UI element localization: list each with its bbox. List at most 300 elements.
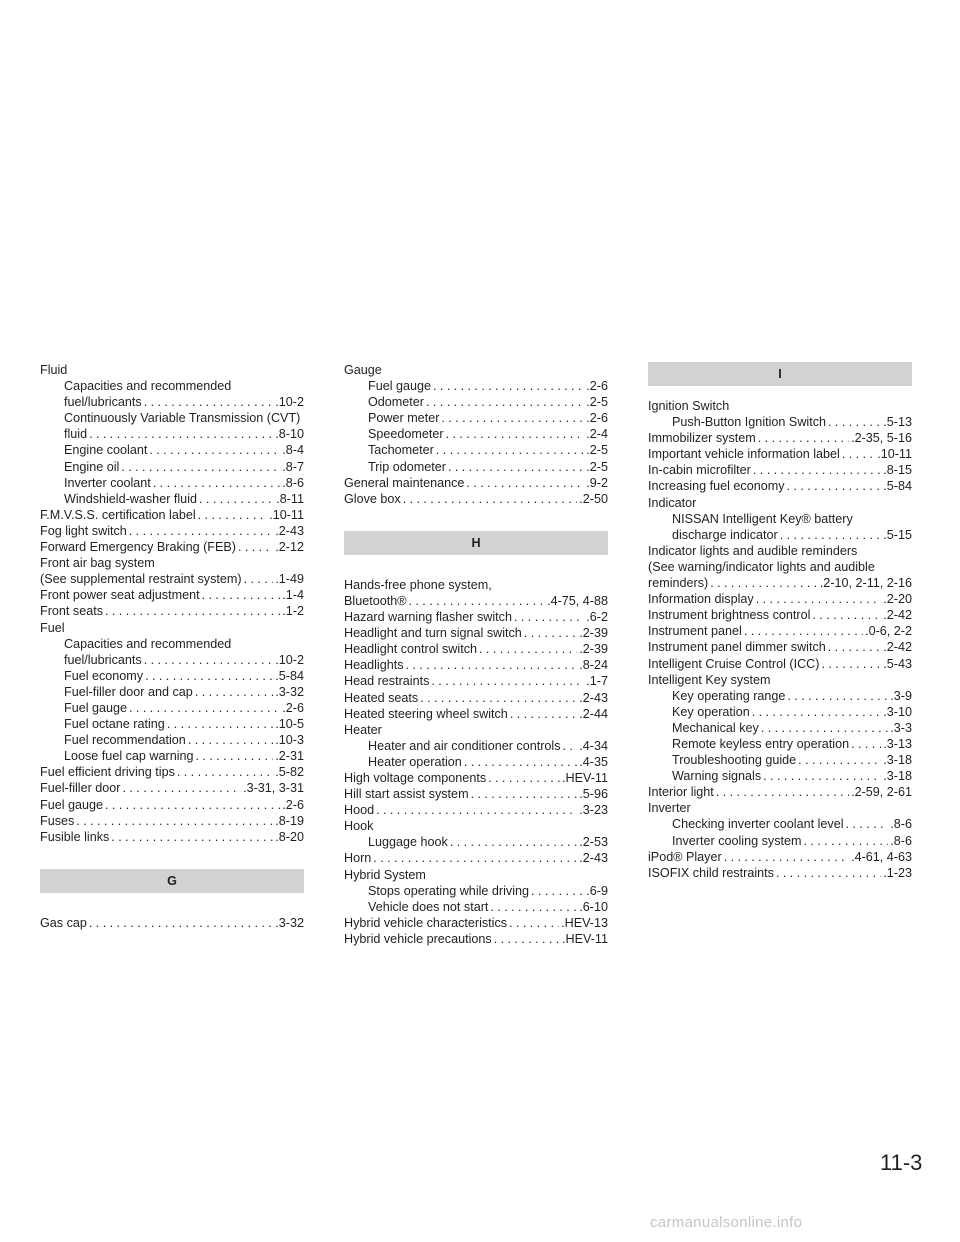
index-entry[interactable]	[40, 700, 304, 716]
index-entry-label: Capacities and recommended	[64, 636, 232, 651]
index-entry-label: Fuel gauge	[40, 797, 104, 812]
index-entry-page-ref[interactable]: .1-4	[282, 588, 304, 603]
index-entry-page-ref[interactable]: .3-32	[275, 684, 304, 699]
leader-dots	[441, 410, 584, 426]
leader-dots	[199, 491, 274, 507]
leader-dots	[409, 593, 546, 609]
index-entry-label: Information display	[648, 592, 754, 607]
index-entry[interactable]	[40, 813, 304, 829]
leader-dots	[111, 829, 273, 845]
index-entry-page-ref[interactable]: .3-31, 3-31	[243, 781, 304, 796]
index-entry-page-ref[interactable]: .5-13	[883, 415, 912, 430]
index-entry[interactable]	[648, 591, 912, 607]
leader-dots	[376, 802, 577, 818]
index-entry[interactable]	[648, 623, 912, 639]
leader-dots	[804, 833, 889, 849]
leader-dots	[466, 475, 584, 491]
leader-dots	[145, 668, 273, 684]
index-entry[interactable]	[40, 587, 304, 603]
index-entry-label: iPod® Player	[648, 849, 722, 864]
index-entry-page-ref[interactable]: .6-2	[586, 610, 608, 625]
index-entry-label: Power meter	[368, 411, 440, 426]
index-entry[interactable]	[344, 770, 608, 786]
index-entry[interactable]	[40, 571, 304, 587]
index-entry[interactable]	[648, 414, 912, 430]
index-entry-page-ref[interactable]: .3-18	[883, 769, 912, 784]
index-entry-page-ref[interactable]: .10-5	[275, 717, 304, 732]
index-entry-label: Stops operating while driving	[368, 883, 530, 898]
index-entry-label: Instrument brightness control	[648, 608, 811, 623]
leader-dots	[776, 865, 881, 881]
index-entry[interactable]	[344, 883, 608, 899]
index-entry-label: Ignition Switch	[648, 399, 730, 413]
index-entry[interactable]	[40, 442, 304, 458]
index-entry-label: F.M.V.S.S. certification label	[40, 507, 196, 522]
index-entry[interactable]	[40, 829, 304, 845]
index-entry-page-ref[interactable]: .8-15	[883, 463, 912, 478]
index-entry-page-ref[interactable]: .6-9	[586, 883, 608, 898]
index-entry[interactable]	[648, 833, 912, 849]
index-entry-label: Heater operation	[368, 754, 462, 769]
index-entry-page-ref[interactable]: .2-53	[579, 835, 608, 850]
index-entry-page-ref[interactable]: .4-35	[579, 754, 608, 769]
index-entry-page-ref[interactable]: .3-32	[275, 915, 304, 930]
leader-dots	[563, 738, 578, 754]
index-entry-label: Hybrid vehicle precautions	[344, 931, 492, 946]
index-entry-label: Heater and air conditioner controls	[368, 738, 561, 753]
index-entry[interactable]	[648, 720, 912, 736]
index-entry-label: fuel/lubricants	[64, 395, 142, 410]
index-entry-label: Fuel efficient driving tips	[40, 765, 175, 780]
index-entry[interactable]	[648, 511, 912, 527]
index-entry-page-ref[interactable]: .2-20	[883, 592, 912, 607]
leader-dots	[780, 527, 882, 543]
leader-dots	[514, 609, 584, 625]
leader-dots	[787, 478, 882, 494]
index-entry[interactable]	[648, 559, 912, 575]
leader-dots	[710, 575, 818, 591]
index-entry-label: Intelligent Cruise Control (ICC)	[648, 656, 820, 671]
index-entry-page-ref[interactable]: .2-43	[275, 523, 304, 538]
index-entry-label: (See supplemental restraint system)	[40, 572, 242, 587]
index-entry[interactable]	[648, 849, 912, 865]
index-entry[interactable]	[344, 722, 608, 738]
leader-dots	[105, 797, 280, 813]
index-entry-label: Loose fuel cap warning	[64, 749, 194, 764]
leader-dots	[420, 690, 577, 706]
index-entry[interactable]	[40, 636, 304, 652]
index-entry-page-ref[interactable]: .1-23	[883, 865, 912, 880]
letter-section-header	[40, 869, 304, 893]
index-entry-label: reminders)	[648, 576, 709, 591]
index-entry[interactable]	[40, 475, 304, 491]
index-entry[interactable]	[648, 575, 912, 591]
index-entry[interactable]	[344, 491, 608, 507]
index-entry-page-ref[interactable]: .2-39	[579, 626, 608, 641]
leader-dots	[123, 780, 242, 796]
leader-dots	[812, 607, 881, 623]
index-entry[interactable]	[344, 931, 608, 947]
index-entry-page-ref[interactable]: .1-49	[275, 572, 304, 587]
index-entry-page-ref[interactable]: .2-6	[282, 797, 304, 812]
index-entry-label: Headlight and turn signal switch	[344, 626, 522, 641]
index-entry[interactable]	[344, 394, 608, 410]
letter-section-header	[344, 531, 608, 555]
index-entry-page-ref[interactable]: .10-2	[275, 395, 304, 410]
index-entry-label: (See warning/indicator lights and audible	[648, 559, 875, 574]
leader-dots	[509, 915, 559, 931]
index-entry[interactable]	[40, 426, 304, 442]
index-column-2	[344, 362, 608, 947]
index-entry-page-ref[interactable]: .2-35, 5-16	[851, 431, 912, 446]
index-entry[interactable]	[344, 834, 608, 850]
index-entry-page-ref[interactable]: .4-34	[579, 738, 608, 753]
index-entry-label: Interior light	[648, 785, 714, 800]
index-entry[interactable]	[40, 668, 304, 684]
index-entry[interactable]	[344, 459, 608, 475]
leader-dots	[196, 748, 274, 764]
index-entry-label: NISSAN Intelligent Key® battery	[672, 511, 853, 526]
index-entry-page-ref[interactable]: .5-96	[579, 787, 608, 802]
index-entry[interactable]	[648, 430, 912, 446]
index-entry[interactable]	[344, 867, 608, 883]
index-entry-label: Hood	[344, 803, 375, 818]
index-entry-page-ref[interactable]: .HEV-11	[562, 770, 608, 785]
index-entry[interactable]	[344, 673, 608, 689]
index-entry-label: Troubleshooting guide	[672, 753, 797, 768]
leader-dots	[202, 587, 281, 603]
index-entry[interactable]	[344, 641, 608, 657]
index-entry-label: Indicator lights and audible reminders	[648, 543, 858, 558]
index-entry-label: Heater	[344, 722, 382, 737]
index-entry[interactable]	[40, 764, 304, 780]
index-entry-label: In-cabin microfilter	[648, 463, 751, 478]
index-column-1	[40, 362, 304, 931]
leader-dots	[531, 883, 584, 899]
index-entry[interactable]	[344, 657, 608, 673]
index-entry-page-ref[interactable]: .2-43	[579, 851, 608, 866]
page-number: 11-3	[880, 1150, 923, 1175]
index-entry-label: Gas cap	[40, 915, 87, 930]
index-entry[interactable]	[648, 768, 912, 784]
index-entry[interactable]	[344, 706, 608, 722]
index-entry-label: Forward Emergency Braking (FEB)	[40, 540, 236, 555]
index-entry-page-ref[interactable]: .4-75, 4-88	[547, 593, 608, 608]
leader-dots	[464, 754, 577, 770]
leader-dots	[129, 700, 280, 716]
index-entry[interactable]	[40, 732, 304, 748]
index-entry-page-ref[interactable]: .10-3	[275, 733, 304, 748]
index-entry[interactable]	[648, 816, 912, 832]
index-entry-page-ref[interactable]: .5-82	[275, 765, 304, 780]
leader-dots	[490, 899, 577, 915]
index-entry[interactable]	[344, 850, 608, 866]
leader-dots	[426, 394, 584, 410]
index-entry[interactable]	[648, 704, 912, 720]
index-entry-page-ref[interactable]: .10-11	[269, 507, 304, 522]
index-entry[interactable]	[648, 527, 912, 543]
index-entry[interactable]	[344, 690, 608, 706]
index-entry-label: Remote keyless entry operation	[672, 736, 850, 751]
index-entry-page-ref[interactable]: .3-9	[890, 688, 912, 703]
index-entry-label: Fuel-filler door	[40, 781, 121, 796]
index-entry[interactable]	[40, 523, 304, 539]
index-entry-label: fluid	[64, 427, 88, 442]
index-entry-page-ref[interactable]: .2-5	[586, 443, 608, 458]
index-entry-page-ref[interactable]: .10-11	[877, 447, 912, 462]
index-entry-label: Immobilizer system	[648, 431, 756, 446]
index-column-3	[648, 362, 912, 881]
index-entry[interactable]	[40, 459, 304, 475]
section-letter: H	[344, 531, 608, 555]
index-entry[interactable]	[648, 398, 912, 414]
index-entry-page-ref[interactable]: .8-6	[890, 817, 912, 832]
index-entry-page-ref[interactable]: .2-5	[586, 459, 608, 474]
leader-dots	[436, 442, 585, 458]
index-entry-label: Fuel	[40, 620, 65, 635]
index-entry-label: Hands-free phone system,	[344, 577, 492, 592]
index-entry-page-ref[interactable]: .2-43	[579, 690, 608, 705]
index-entry[interactable]	[344, 378, 608, 394]
leader-dots	[763, 768, 881, 784]
index-entry[interactable]	[648, 446, 912, 462]
index-entry-page-ref[interactable]: .HEV-13	[561, 915, 608, 930]
index-entry-page-ref[interactable]: .1-2	[282, 604, 304, 619]
index-entry[interactable]	[344, 426, 608, 442]
watermark[interactable]: carmanualsonline.info	[650, 1214, 803, 1231]
index-entry-label: Bluetooth®	[344, 593, 407, 608]
index-entry-label: General maintenance	[344, 475, 465, 490]
index-entry[interactable]	[40, 716, 304, 732]
leader-dots	[758, 430, 849, 446]
index-entry-page-ref[interactable]: .8-20	[275, 829, 304, 844]
index-entry[interactable]	[648, 736, 912, 752]
index-entry-label: Indicator	[648, 495, 697, 510]
index-entry[interactable]	[40, 603, 304, 619]
index-entry[interactable]	[40, 748, 304, 764]
index-entry-label: Fuel recommendation	[64, 733, 186, 748]
index-entry[interactable]	[40, 507, 304, 523]
index-entry-page-ref[interactable]: .4-61, 4-63	[851, 849, 912, 864]
leader-dots	[144, 652, 274, 668]
leader-dots	[524, 625, 577, 641]
index-entry[interactable]	[648, 865, 912, 881]
leader-dots	[89, 915, 273, 931]
index-entry-page-ref[interactable]: .2-6	[586, 379, 608, 394]
index-entry-label: Increasing fuel economy	[648, 479, 785, 494]
index-entry-page-ref[interactable]: .2-6	[282, 700, 304, 715]
index-entry[interactable]	[344, 593, 608, 609]
index-entry-page-ref[interactable]: .3-23	[579, 803, 608, 818]
index-entry[interactable]	[648, 784, 912, 800]
leader-dots	[89, 426, 273, 442]
index-entry-label: fuel/lubricants	[64, 652, 142, 667]
index-entry-page-ref[interactable]: .8-10	[275, 427, 304, 442]
leader-dots	[724, 849, 849, 865]
index-entry[interactable]	[344, 786, 608, 802]
section-letter: I	[648, 362, 912, 386]
index-entry-label: Warning signals	[672, 769, 762, 784]
index-entry-label: Headlight control switch	[344, 642, 477, 657]
index-entry[interactable]	[648, 688, 912, 704]
index-entry-page-ref[interactable]: .5-84	[275, 668, 304, 683]
index-entry-page-ref[interactable]: .8-4	[282, 443, 304, 458]
index-entry-label: Front power seat adjustment	[40, 588, 200, 603]
index-entry-page-ref[interactable]: .2-31	[275, 749, 304, 764]
leader-dots	[821, 656, 881, 672]
leader-dots	[828, 639, 882, 655]
index-entry[interactable]	[344, 754, 608, 770]
index-entry-page-ref[interactable]: .2-39	[579, 642, 608, 657]
index-entry-label: Mechanical key	[672, 720, 759, 735]
index-entry-page-ref[interactable]: .5-15	[883, 527, 912, 542]
index-entry-label: Tachometer	[368, 443, 434, 458]
index-entry-label: Hybrid vehicle characteristics	[344, 915, 508, 930]
index-entry[interactable]	[344, 577, 608, 593]
index-entry[interactable]	[344, 475, 608, 491]
index-entry-page-ref[interactable]: .5-84	[883, 479, 912, 494]
index-entry[interactable]	[648, 672, 912, 688]
index-entry[interactable]	[648, 639, 912, 655]
index-entry[interactable]	[648, 752, 912, 768]
index-entry[interactable]	[40, 410, 304, 426]
index-entry-page-ref[interactable]: .2-4	[586, 427, 608, 442]
leader-dots	[488, 770, 560, 786]
index-entry-label: Headlights	[344, 658, 404, 673]
index-entry-page-ref[interactable]: .2-42	[883, 608, 912, 623]
letter-section-header	[648, 362, 912, 386]
index-entry-label: Windshield-washer fluid	[64, 491, 197, 506]
index-entry[interactable]	[344, 410, 608, 426]
index-entry-page-ref[interactable]: .2-5	[586, 395, 608, 410]
index-entry[interactable]	[40, 684, 304, 700]
leader-dots	[144, 394, 274, 410]
index-entry-page-ref[interactable]: .2-6	[586, 411, 608, 426]
leader-dots	[510, 706, 577, 722]
index-entry-page-ref[interactable]: .9-2	[586, 475, 608, 490]
leader-dots	[761, 720, 888, 736]
index-entry-page-ref[interactable]: .8-6	[282, 475, 304, 490]
index-entry[interactable]	[40, 539, 304, 555]
index-entry-page-ref[interactable]: .10-2	[275, 652, 304, 667]
index-entry[interactable]	[40, 915, 304, 931]
index-entry[interactable]	[648, 800, 912, 816]
index-entry-label: Odometer	[368, 395, 424, 410]
index-entry-label: Hazard warning flasher switch	[344, 610, 512, 625]
index-entry-page-ref[interactable]: .2-50	[579, 491, 608, 506]
leader-dots	[846, 816, 889, 832]
index-entry-label: Vehicle does not start	[368, 899, 489, 914]
leader-dots	[471, 786, 578, 802]
leader-dots	[195, 684, 273, 700]
index-entry-page-ref[interactable]: .3-18	[883, 753, 912, 768]
index-entry-page-ref[interactable]: .2-12	[275, 540, 304, 555]
index-entry-page-ref[interactable]: .2-10, 2-11, 2-16	[819, 576, 912, 591]
index-entry-label: Engine coolant	[64, 443, 148, 458]
index-entry-label: Speedometer	[368, 427, 444, 442]
index-entry[interactable]	[344, 442, 608, 458]
index-entry-page-ref[interactable]: .8-19	[275, 813, 304, 828]
index-entry[interactable]	[40, 362, 304, 378]
index-entry-label: Intelligent Key system	[648, 672, 771, 687]
index-entry[interactable]	[40, 555, 304, 571]
leader-dots	[198, 507, 268, 523]
index-entry[interactable]	[40, 394, 304, 410]
index-entry-page-ref[interactable]: .8-6	[890, 833, 912, 848]
index-entry-label: Gauge	[344, 363, 382, 377]
index-entry-label: High voltage components	[344, 770, 487, 785]
leader-dots	[238, 539, 273, 555]
index-entry-label: Push-Button Ignition Switch	[672, 415, 827, 430]
index-entry-label: Key operation	[672, 704, 750, 719]
index-entry-label: Continuously Variable Transmission (CVT)	[64, 411, 301, 426]
index-entry-label: Front seats	[40, 604, 103, 619]
leader-dots	[494, 931, 560, 947]
index-entry-page-ref[interactable]: .2-42	[883, 640, 912, 655]
leader-dots	[479, 641, 577, 657]
index-entry[interactable]	[344, 899, 608, 915]
index-entry[interactable]	[344, 915, 608, 931]
index-entry[interactable]	[648, 462, 912, 478]
leader-dots	[448, 459, 584, 475]
index-entry[interactable]	[40, 652, 304, 668]
leader-dots	[433, 378, 584, 394]
index-entry-label: Hybrid System	[344, 867, 426, 882]
index-entry[interactable]	[40, 491, 304, 507]
index-entry-page-ref[interactable]: .2-44	[579, 706, 608, 721]
index-entry-page-ref[interactable]: .8-7	[282, 459, 304, 474]
index-entry-page-ref[interactable]: .3-3	[890, 720, 912, 735]
index-entry-page-ref[interactable]: .6-10	[579, 899, 608, 914]
index-entry-page-ref[interactable]: .0-6, 2-2	[865, 624, 912, 639]
index-entry[interactable]	[344, 362, 608, 378]
index-entry-page-ref[interactable]: .5-43	[883, 656, 912, 671]
leader-dots	[188, 732, 273, 748]
index-entry[interactable]	[344, 818, 608, 834]
leader-dots	[431, 673, 584, 689]
index-entry-page-ref[interactable]: .2-59, 2-61	[851, 785, 912, 800]
index-entry-label: Hill start assist system	[344, 787, 469, 802]
index-entry-page-ref[interactable]: .3-13	[883, 736, 912, 751]
leader-dots	[149, 442, 280, 458]
index-entry-page-ref[interactable]: .3-10	[883, 704, 912, 719]
index-entry[interactable]	[648, 478, 912, 494]
index-entry[interactable]	[40, 797, 304, 813]
leader-dots	[798, 752, 881, 768]
index-entry-page-ref[interactable]: .1-7	[586, 674, 608, 689]
index-entry[interactable]	[40, 780, 304, 796]
leader-dots	[129, 523, 273, 539]
index-entry[interactable]	[40, 378, 304, 394]
index-entry-label: Fuel gauge	[64, 700, 128, 715]
index-entry[interactable]	[344, 609, 608, 625]
index-entry-page-ref[interactable]: .8-24	[579, 658, 608, 673]
index-entry[interactable]	[648, 607, 912, 623]
index-entry[interactable]	[344, 625, 608, 641]
index-entry[interactable]	[40, 620, 304, 636]
index-entry[interactable]	[344, 738, 608, 754]
index-entry-label: Glove box	[344, 491, 401, 506]
index-entry[interactable]	[648, 495, 912, 511]
index-entry-page-ref[interactable]: .HEV-11	[562, 931, 608, 946]
index-entry-label: Heated steering wheel switch	[344, 706, 508, 721]
index-entry[interactable]	[648, 656, 912, 672]
index-entry-label: Inverter cooling system	[672, 833, 802, 848]
index-entry-page-ref[interactable]: .8-11	[276, 491, 304, 506]
index-entry[interactable]	[344, 802, 608, 818]
index-entry[interactable]	[648, 543, 912, 559]
index-entry-label: Luggage hook	[368, 835, 448, 850]
